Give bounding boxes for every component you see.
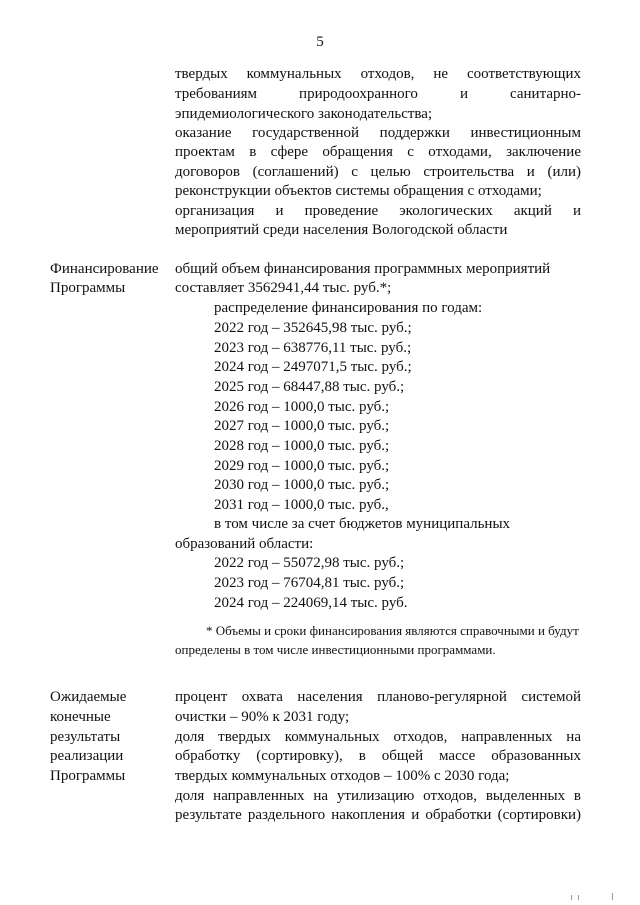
text-line: образований области: <box>175 536 314 552</box>
results-label: конечные <box>50 709 111 725</box>
scan-mark <box>578 895 579 900</box>
footnote: * Объемы и сроки финансирования являются справочными и будут <box>206 623 579 638</box>
results-label: Ожидаемые <box>50 689 127 705</box>
text-line: общий объем финансирования программных мероприятий <box>175 261 551 277</box>
text-line: обработку (сортировку), в общей массе образованных <box>175 748 581 764</box>
year-line: 2022 год – 352645,98 тыс. руб.; <box>214 320 412 336</box>
text-line: требованиям природоохранного и санитарно- <box>175 86 581 102</box>
text-line: доля направленных на утилизацию отходов, выделенных в <box>175 788 581 804</box>
text-line: процент охвата населения планово-регулярной системой <box>175 689 581 705</box>
page-number: 5 <box>316 34 324 50</box>
year-line: 2023 год – 638776,11 тыс. руб.; <box>214 340 412 356</box>
year-line: 2027 год – 1000,0 тыс. руб.; <box>214 418 390 434</box>
financing-label: Программы <box>50 280 126 296</box>
year-line: 2026 год – 1000,0 тыс. руб.; <box>214 399 390 415</box>
year-line: 2025 год – 68447,88 тыс. руб.; <box>214 379 405 395</box>
text-line: мероприятий среди населения Вологодской области <box>175 222 508 238</box>
footnote: определены в том числе инвестиционными программами. <box>175 642 496 657</box>
text-line: эпидемиологического законодательства; <box>175 106 433 122</box>
text-line: твердых коммунальных отходов, не соответствующих <box>175 66 581 82</box>
year-line: 2022 год – 55072,98 тыс. руб.; <box>214 555 405 571</box>
scan-mark <box>571 895 572 900</box>
text-line: проектам в сфере обращения с отходами, заключение <box>175 144 581 160</box>
text-line: результате раздельного накопления и обработки (сортировки) <box>175 807 581 823</box>
year-line: 2031 год – 1000,0 тыс. руб., <box>214 497 389 513</box>
financing-label: Финансирование <box>50 261 159 277</box>
year-line: 2024 год – 2497071,5 тыс. руб.; <box>214 359 412 375</box>
scan-mark <box>612 893 613 900</box>
text-line: очистки – 90% к 2031 году; <box>175 709 350 725</box>
results-label: реализации <box>50 748 124 764</box>
year-line: 2023 год – 76704,81 тыс. руб.; <box>214 575 405 591</box>
text-line: твердых коммунальных отходов – 100% с 2030 года; <box>175 768 510 784</box>
text-line: составляет 3562941,44 тыс. руб.*; <box>175 280 392 296</box>
year-line: 2029 год – 1000,0 тыс. руб.; <box>214 458 390 474</box>
text-line: распределение финансирования по годам: <box>214 300 483 316</box>
text-line: оказание государственной поддержки инвестиционным <box>175 125 581 141</box>
text-line: договоров (соглашений) с целью строительства и (или) <box>175 164 581 180</box>
text-line: доля твердых коммунальных отходов, направленных на <box>175 729 581 745</box>
text-line: в том числе за счет бюджетов муниципальных <box>214 516 511 532</box>
text-line: реконструкции объектов системы обращения с отходами; <box>175 183 542 199</box>
year-line: 2030 год – 1000,0 тыс. руб.; <box>214 477 390 493</box>
results-label: Программы <box>50 768 126 784</box>
text-line: организация и проведение экологических акций и <box>175 203 581 219</box>
results-label: результаты <box>50 729 121 745</box>
year-line: 2024 год – 224069,14 тыс. руб. <box>214 595 408 611</box>
year-line: 2028 год – 1000,0 тыс. руб.; <box>214 438 390 454</box>
